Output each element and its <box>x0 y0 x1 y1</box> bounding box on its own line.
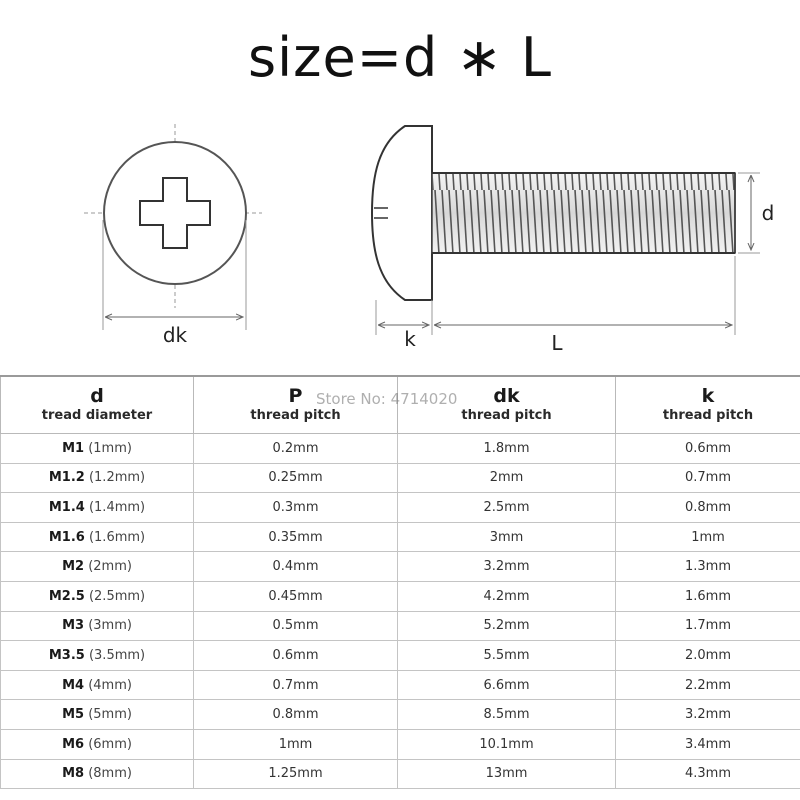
header-dk <box>398 376 616 434</box>
cell-pitch: 1mm <box>194 729 398 759</box>
screw-side-view <box>372 126 774 355</box>
table-body <box>1 434 800 789</box>
table-row <box>1 552 800 582</box>
size-designation: M5 <box>62 707 85 723</box>
size-designation: M1.2 <box>48 470 85 486</box>
size-diameter-mm: (1.6mm) <box>88 529 146 545</box>
size-designation: M2.5 <box>48 588 85 604</box>
size-diameter-mm: (3.5mm) <box>88 647 146 663</box>
header-k <box>616 376 800 434</box>
screw-spec-table <box>0 375 800 789</box>
size-diameter-mm: (1.4mm) <box>88 499 146 515</box>
header-p <box>194 376 398 434</box>
screw-diagram <box>0 110 800 375</box>
size-diameter-mm: (5mm) <box>88 707 132 723</box>
size-diameter-mm: (6mm) <box>88 736 132 752</box>
cell-size <box>1 759 194 789</box>
cell-head-diameter: 2mm <box>398 463 616 493</box>
table-row <box>1 493 800 523</box>
cell-size <box>1 463 194 493</box>
size-designation: M3.5 <box>48 647 85 663</box>
cell-head-diameter: 10.1mm <box>398 729 616 759</box>
table-row <box>1 641 800 671</box>
cell-pitch: 0.5mm <box>194 611 398 641</box>
table-row <box>1 611 800 641</box>
table-row <box>1 581 800 611</box>
cell-head-height: 0.8mm <box>616 493 800 523</box>
cell-head-diameter: 6.6mm <box>398 670 616 700</box>
cell-head-height: 1.6mm <box>616 581 800 611</box>
cell-size <box>1 522 194 552</box>
size-diameter-mm: (3mm) <box>88 618 132 634</box>
header-d-subtitle: tread diameter <box>41 408 153 423</box>
cell-pitch: 0.25mm <box>194 463 398 493</box>
table-row <box>1 700 800 730</box>
size-designation: M3 <box>62 618 85 634</box>
cell-size <box>1 641 194 671</box>
cell-pitch: 0.2mm <box>194 434 398 464</box>
cell-head-diameter: 13mm <box>398 759 616 789</box>
size-diameter-mm: (1mm) <box>88 440 132 456</box>
cell-size <box>1 581 194 611</box>
cell-head-height: 0.7mm <box>616 463 800 493</box>
cell-head-diameter: 5.5mm <box>398 641 616 671</box>
table-header-row <box>1 376 800 434</box>
cell-head-height: 3.4mm <box>616 729 800 759</box>
size-diameter-mm: (4mm) <box>88 677 132 693</box>
table-row <box>1 759 800 789</box>
size-designation: M2 <box>62 559 85 575</box>
cell-pitch: 0.6mm <box>194 641 398 671</box>
header-k-subtitle: thread pitch <box>662 408 754 423</box>
table-row <box>1 463 800 493</box>
cell-head-diameter: 1.8mm <box>398 434 616 464</box>
cell-pitch: 0.7mm <box>194 670 398 700</box>
cell-pitch: 0.35mm <box>194 522 398 552</box>
cell-size <box>1 434 194 464</box>
head-top-view <box>84 124 262 347</box>
size-designation: M1.4 <box>48 499 85 515</box>
cell-size <box>1 552 194 582</box>
L-dimension-label: L <box>551 331 563 355</box>
size-designation: M1.6 <box>48 529 85 545</box>
cell-pitch: 0.8mm <box>194 700 398 730</box>
size-designation: M8 <box>62 766 85 782</box>
header-d-title: d <box>90 385 104 407</box>
header-p-subtitle: thread pitch <box>250 408 341 423</box>
header-p-title: P <box>288 385 303 407</box>
cell-head-height: 0.6mm <box>616 434 800 464</box>
header-dk-title: dk <box>493 385 520 407</box>
d-dimension-label: d <box>761 201 775 225</box>
cell-head-height: 1mm <box>616 522 800 552</box>
table-row <box>1 670 800 700</box>
cell-pitch: 0.3mm <box>194 493 398 523</box>
cell-head-height: 2.0mm <box>616 641 800 671</box>
header-dk-subtitle: thread pitch <box>461 408 552 423</box>
header-k-title: k <box>701 385 715 407</box>
cell-head-height: 1.7mm <box>616 611 800 641</box>
store-watermark: Store No: 4714020 <box>316 390 458 408</box>
cell-head-diameter: 2.5mm <box>398 493 616 523</box>
size-designation: M4 <box>62 677 85 693</box>
cell-pitch: 0.45mm <box>194 581 398 611</box>
table-row <box>1 522 800 552</box>
cell-size <box>1 700 194 730</box>
table-row <box>1 729 800 759</box>
size-designation: M6 <box>62 736 85 752</box>
k-dimension-label: k <box>404 327 416 351</box>
cell-head-height: 2.2mm <box>616 670 800 700</box>
cell-head-height: 3.2mm <box>616 700 800 730</box>
size-diameter-mm: (8mm) <box>88 766 132 782</box>
cell-head-height: 4.3mm <box>616 759 800 789</box>
size-diameter-mm: (2.5mm) <box>88 588 146 604</box>
cell-head-diameter: 3mm <box>398 522 616 552</box>
cell-pitch: 0.4mm <box>194 552 398 582</box>
cell-head-height: 1.3mm <box>616 552 800 582</box>
cell-head-diameter: 5.2mm <box>398 611 616 641</box>
cell-head-diameter: 3.2mm <box>398 552 616 582</box>
cell-head-diameter: 4.2mm <box>398 581 616 611</box>
cell-size <box>1 729 194 759</box>
size-diameter-mm: (2mm) <box>88 559 132 575</box>
size-diameter-mm: (1.2mm) <box>88 470 146 486</box>
cell-size <box>1 493 194 523</box>
table-row <box>1 434 800 464</box>
page-title: size=d ∗ L <box>248 26 552 89</box>
dk-dimension-label: dk <box>162 323 188 347</box>
cell-pitch: 1.25mm <box>194 759 398 789</box>
cell-head-diameter: 8.5mm <box>398 700 616 730</box>
cell-size <box>1 611 194 641</box>
cell-size <box>1 670 194 700</box>
size-designation: M1 <box>62 440 85 456</box>
header-d <box>1 376 194 434</box>
